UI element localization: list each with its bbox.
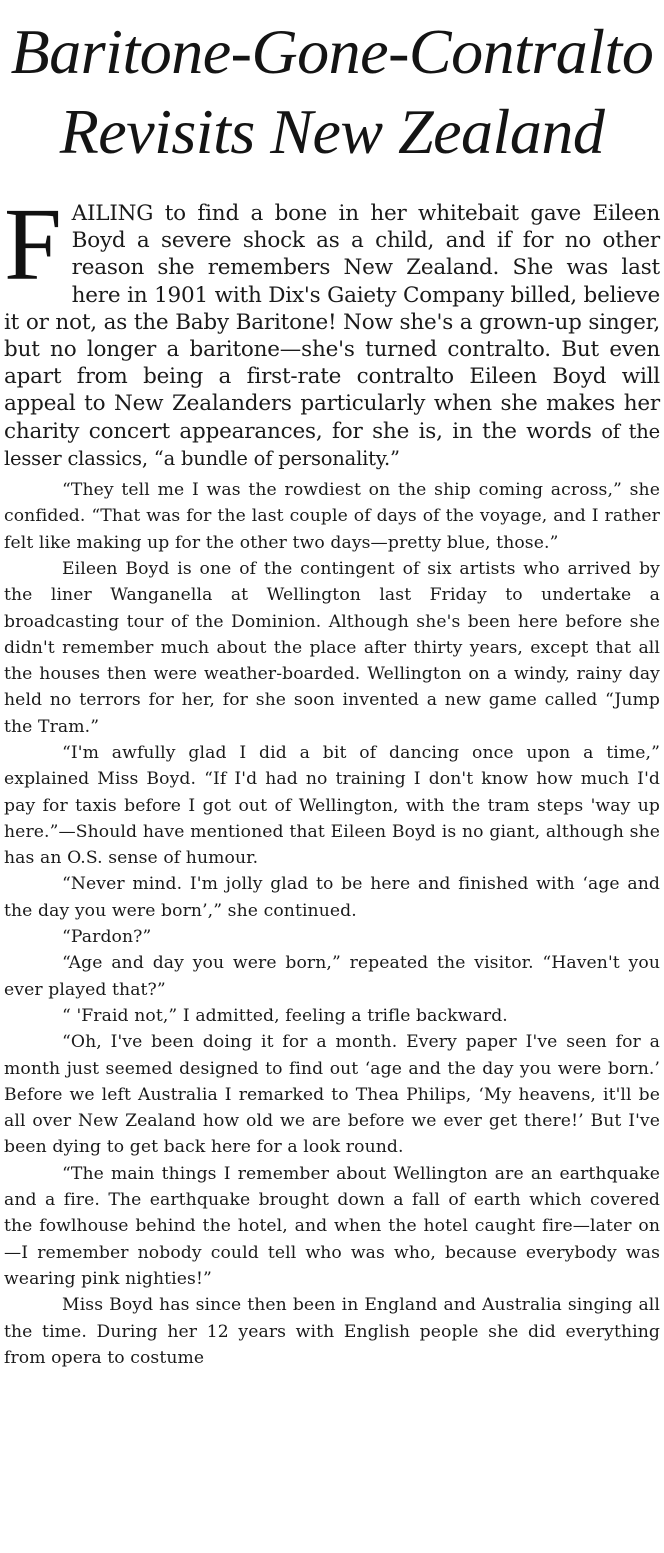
paragraph: “Never mind. I'm jolly glad to be here and finished with ‘age and the day you were born’,” she continued.: [4, 874, 660, 921]
paragraph: “The main things I remember about Wellington are an earthquake and a fire. The earthquake brought down a fall of earth which covered the fowlhouse behind the hotel, and when the hotel caught fire—later on—I remember nobody could tell who was who, because everybody was wearing pink nighties!”: [4, 1163, 660, 1289]
paragraph: “Age and day you were born,” repeated the visitor. “Haven't you ever played that?”: [4, 953, 660, 1000]
drop-cap: F: [4, 187, 62, 302]
paragraph: Miss Boyd has since then been in England and Australia singing all the time. During her 12 years with English people she did everything from opera to costume: [4, 1295, 660, 1368]
paragraph: “ 'Fraid not,” I admitted, feeling a trifle backward.: [62, 1005, 508, 1026]
lead-text: AILING to find a bone in her whitebait gave Eileen Boyd a severe shock as a child, and if for no other reason she remembers New Zealand. She was last here in 1901 with Dix's Gaiety Company billed, believe it or not, as the Baby Baritone! Now she's a grown-up singer, but no longer a baritone—she's turned contralto. But even apart from being a first-rate contralto Eileen Boyd will appeal to New Zealanders particularly when she makes her charity concert appearances, for she is, in the words: [4, 201, 660, 444]
lead-text-tail: of the lesser classics, “a bundle of personality.”: [4, 419, 660, 470]
paragraph: Eileen Boyd is one of the contingent of six artists who arrived by the liner Wanganella at Wellington last Friday to undertake a broadcasting tour of the Dominion. Although she's been here before she didn't remember much about the place after thirty years, except that all the houses then were weather-boarded. Wellington on a windy, rainy day held no terrors for her, for she soon invented a new game called “Jump the Tram.”: [4, 558, 660, 737]
headline: [4, 0, 660, 172]
paragraph: “I'm awfully glad I did a bit of dancing once upon a time,” explained Miss Boyd. “If I'd had no training I don't know how much I'd pay for taxis before I got out of Wellington, with the tram steps 'way up here.”—Should have mentioned that Eileen Boyd is no giant, although she has an O.S. sense of humour.: [4, 743, 660, 869]
body-paragraphs: [4, 477, 660, 1371]
paragraph: “Pardon?”: [62, 927, 152, 948]
paragraph: “They tell me I was the rowdiest on the ship coming across,” she confided. “That was for the last couple of days of the voyage, and I rather felt like making up for the other two days—pretty blue, those.”: [4, 480, 660, 553]
headline-line-1: Baritone-Gone-Contralto: [10, 16, 654, 87]
paragraph: “Oh, I've been doing it for a month. Every paper I've seen for a month just seemed designed to find out ‘age and the day you were born.’ Before we left Australia I remarked to Thea Philips, ‘My heavens, it'll be all over New Zealand how old we are before we ever get there!’ But I've been dying to get back here for a look round.: [4, 1032, 660, 1158]
lead-paragraph: [4, 187, 660, 472]
headline-line-2: Revisits New Zealand: [59, 96, 605, 167]
article-body: [4, 187, 660, 1371]
